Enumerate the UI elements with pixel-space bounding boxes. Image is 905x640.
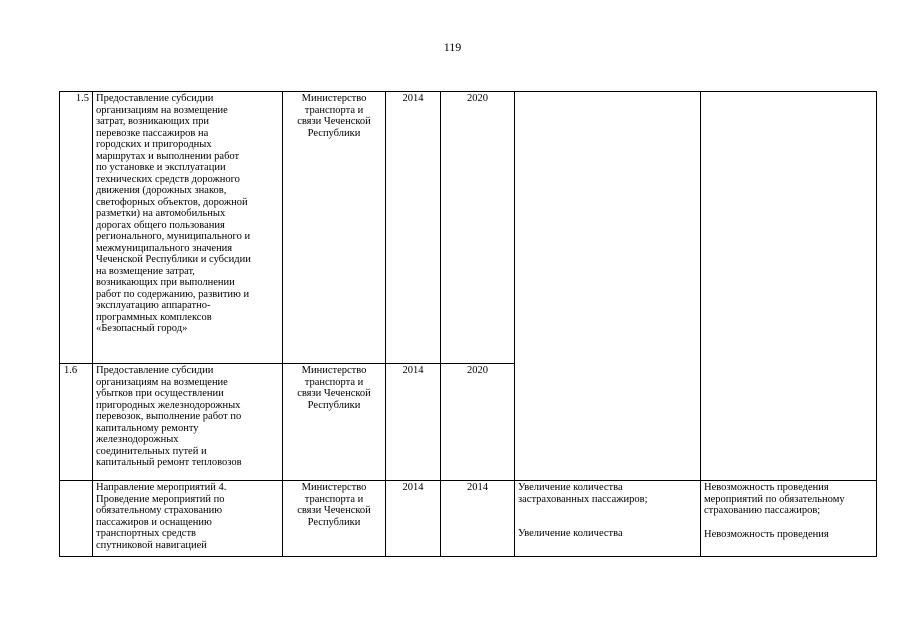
row-number: 1.6 — [60, 364, 93, 481]
consequence: Невозможность проведения мероприятий по обязательному страхованию пассажиров; Невозможность проведения — [701, 481, 877, 557]
program-measures-table — [59, 91, 877, 557]
start-year: 2014 — [386, 364, 441, 481]
executor: Министерство транспорта и связи Чеченской Республики — [283, 481, 386, 557]
measure-description: Предоставление субсидии организациям на возмещение убытков при осуществлении пригородных железнодорожных перевозок, выполнение работ по капитальному ремонту железнодорожных соединительных путей и капитальный ремонт тепловозов — [93, 364, 283, 481]
table-row — [60, 481, 877, 557]
start-year: 2014 — [386, 92, 441, 364]
page-number: 119 — [443, 40, 462, 54]
row-number — [60, 481, 93, 557]
executor: Министерство транспорта и связи Чеченской Республики — [283, 364, 386, 481]
consequence — [701, 92, 877, 481]
measure-description: Предоставление субсидии организациям на возмещение затрат, возникающих при перевозке пассажиров на городских и пригородных маршрутах и выполнении работ по установке и эксплуатации технических средств дорожного движения (дорожных знаков, светофорных объектов, дорожной разметки) на автомобильных дорогах общего пользования регионального, муниципального и межмуниципального значения Чеченской Республики и субсидии на возмещение затрат, возникающих при выполнении работ по содержанию, развитию и эксплуатацию аппаратно- программных комплексов «Безопасный город» — [93, 92, 283, 364]
measure-description: Направление мероприятий 4. Проведение мероприятий по обязательному страхованию пассажиров и оснащению транспортных средств спутниковой навигацией — [93, 481, 283, 557]
expected-result — [515, 92, 701, 481]
expected-result: Увеличение количества застрахованных пассажиров; Увеличение количества — [515, 481, 701, 557]
row-number: 1.5 — [60, 92, 93, 364]
executor: Министерство транспорта и связи Чеченской Республики — [283, 92, 386, 364]
table-row — [60, 92, 877, 364]
end-year: 2020 — [441, 92, 515, 364]
end-year: 2020 — [441, 364, 515, 481]
start-year: 2014 — [386, 481, 441, 557]
end-year: 2014 — [441, 481, 515, 557]
